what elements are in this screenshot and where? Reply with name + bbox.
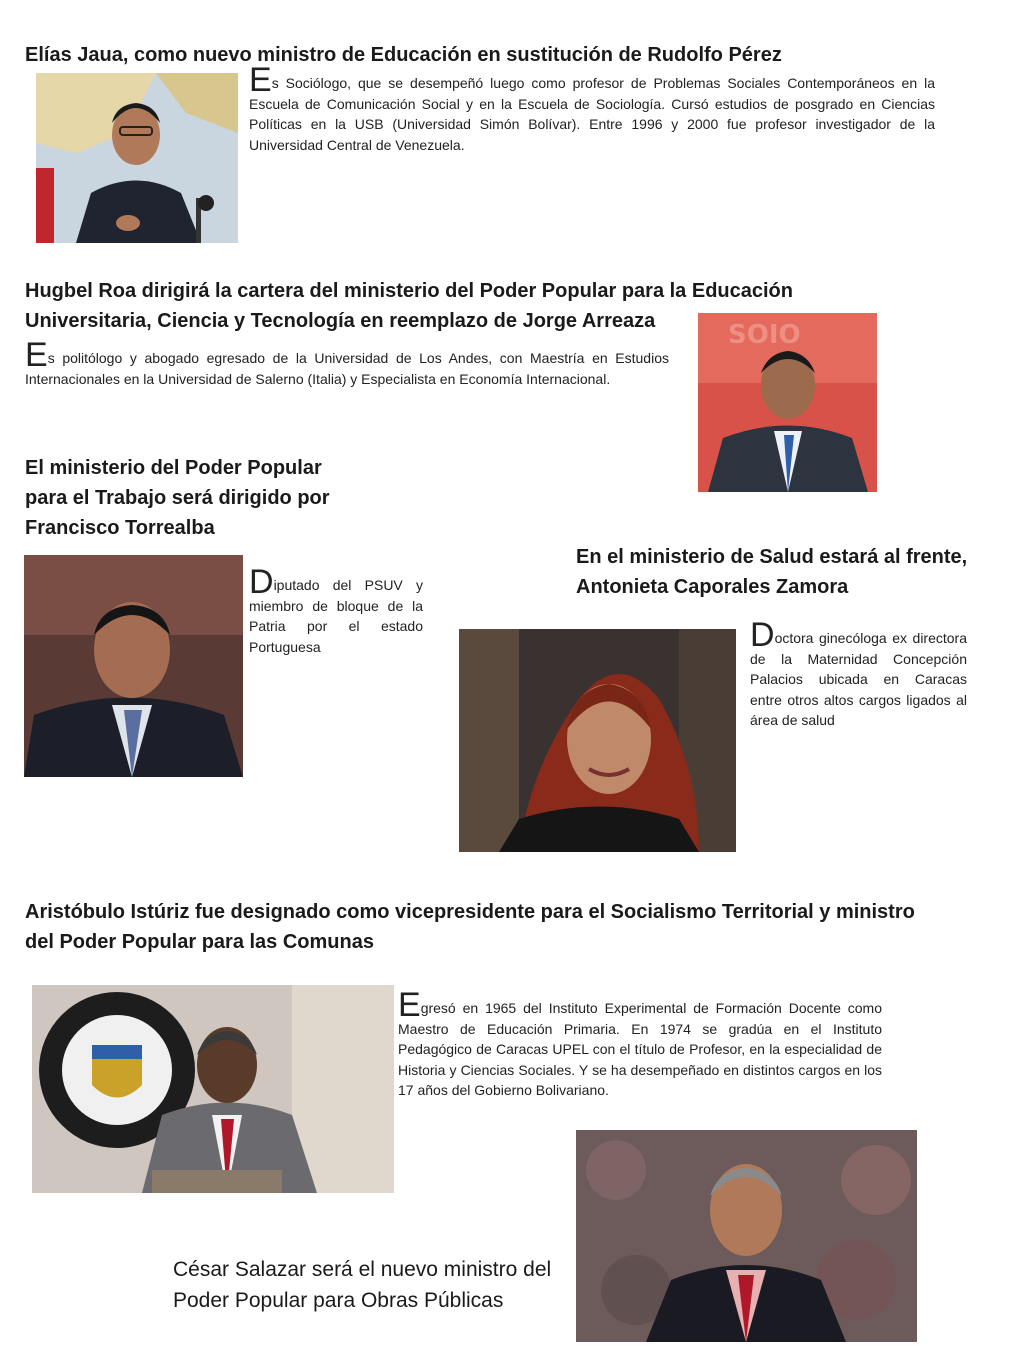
photo-caporales [459, 629, 736, 852]
text-jaua: Es Sociólogo, que se desempeñó luego como profesor de Problemas Sociales Contemporáneos en la Escuela de Comunicación Social y en la Escuela de Sociología. Cursó estudios de posgrado en Ciencias Políticas en la USB (Universidad Simón Bolívar). Entre 1996 y 2000 fue profesor investigador de la Universidad Central de Venezuela. [249, 61, 935, 153]
photo-isturiz [32, 985, 394, 1193]
photo-torrealba [24, 555, 243, 777]
heading-caporales: En el ministerio de Salud estará al frente, Antonieta Caporales Zamora [576, 546, 968, 598]
heading-jaua: Elías Jaua, como nuevo ministro de Educación en sustitución de Rudolfo Pérez [25, 44, 782, 66]
heading-roa: Hugbel Roa dirigirá la cartera del ministerio del Poder Popular para la Educación Universitaria, Ciencia y Tecnología en reemplazo de Jorge Arreaza [25, 280, 793, 332]
dropcap-jaua: E [249, 61, 272, 99]
text-roa: Es politólogo y abogado egresado de la Universidad de Los Andes, con Maestría en Estudios Internacionales en la Universidad de Salerno (Italia) y Especialista en Economía Internacional. [25, 336, 669, 387]
photo-roa [698, 313, 877, 492]
text-caporales: Doctora ginecóloga ex directora de la Maternidad Concepción Palacios ubicada en Caracas entre otros altos cargos ligados al área de salud [750, 616, 967, 728]
heading-torrealba: El ministerio del Poder Popular para el Trabajo será dirigido por Francisco Torrealba [25, 457, 330, 539]
text-isturiz: Egresó en 1965 del Instituto Experimental de Formación Docente como Maestro de Educación Primaria. En 1974 se gradúa en el Instituto Pedagógico de Caracas UPEL con el título de Profesor, en la especialidad de Historia y Ciencias Sociales. Y se ha desempeñado en distintos cargos en los 17 años del Gobierno Bolivariano. [398, 986, 882, 1098]
svg-text:SOIO: SOIO [728, 320, 801, 350]
dropcap-torrealba: D [249, 563, 274, 601]
text-torrealba: Diputado del PSUV y miembro de bloque de la Patria por el estado Portuguesa [249, 563, 423, 655]
dropcap-isturiz: E [398, 986, 421, 1024]
heading-isturiz: Aristóbulo Istúriz fue designado como vicepresidente para el Socialismo Territorial y ministro del Poder Popular para las Comunas [25, 901, 915, 953]
photo-salazar [576, 1130, 917, 1342]
dropcap-roa: E [25, 336, 48, 374]
dropcap-caporales: D [750, 616, 775, 654]
photo-jaua [36, 73, 238, 243]
heading-salazar: César Salazar será el nuevo ministro del Poder Popular para Obras Públicas [173, 1258, 552, 1312]
